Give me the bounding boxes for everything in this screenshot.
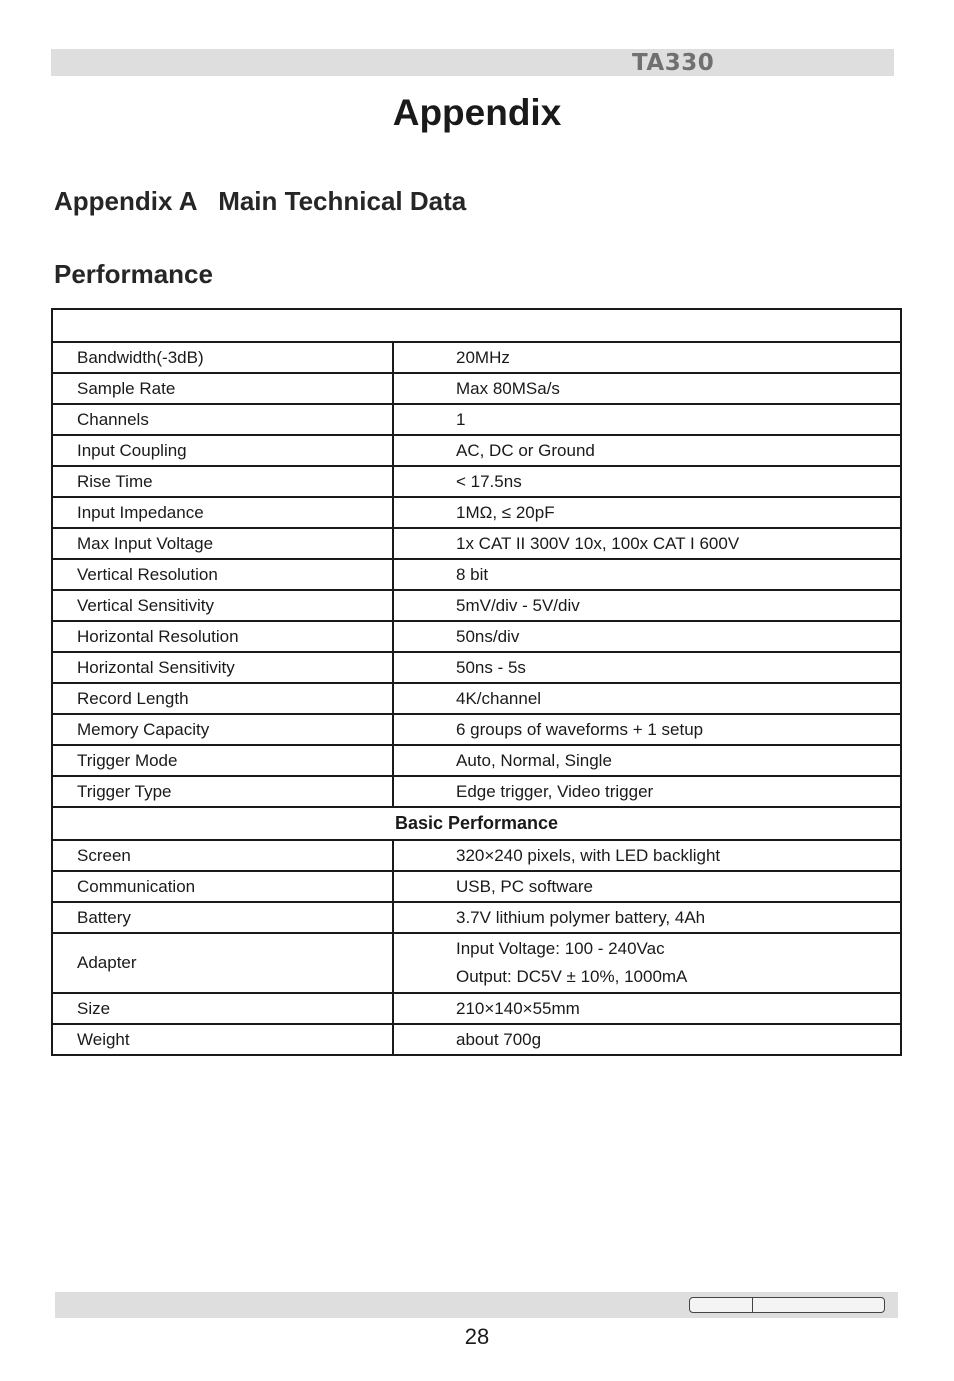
table-row	[52, 435, 901, 466]
value-cell: Edge trigger, Video trigger	[393, 776, 901, 807]
value-cell: 4K/channel	[393, 683, 901, 714]
basic-performance-title-row	[52, 807, 901, 840]
value-cell: USB, PC software	[393, 871, 901, 902]
param-cell: Communication	[52, 871, 393, 902]
performance-title-cell	[52, 309, 901, 342]
value-cell: Auto, Normal, Single	[393, 745, 901, 776]
param-cell: Rise Time	[52, 466, 393, 497]
param-cell: Weight	[52, 1024, 393, 1055]
section-heading: Appendix A Main Technical Data	[54, 186, 467, 216]
value-cell: 8 bit	[393, 559, 901, 590]
value-cell: 210×140×55mm	[393, 993, 901, 1024]
footer-tab-shape	[689, 1297, 885, 1313]
table-row	[52, 1024, 901, 1055]
value-cell: 50ns/div	[393, 621, 901, 652]
table-row	[52, 745, 901, 776]
table-row	[52, 714, 901, 745]
param-cell: Vertical Sensitivity	[52, 590, 393, 621]
table-row	[52, 652, 901, 683]
adapter-input-voltage: Input Voltage: 100 - 240Vac	[456, 939, 665, 958]
param-cell: Adapter	[52, 933, 393, 993]
value-cell: 3.7V lithium polymer battery, 4Ah	[393, 902, 901, 933]
table-row	[52, 683, 901, 714]
table-row	[52, 993, 901, 1024]
table-row	[52, 497, 901, 528]
param-cell: Horizontal Resolution	[52, 621, 393, 652]
value-cell	[393, 933, 901, 993]
table-row	[52, 933, 901, 993]
param-cell: Memory Capacity	[52, 714, 393, 745]
value-cell: 5mV/div - 5V/div	[393, 590, 901, 621]
param-cell: Bandwidth(-3dB)	[52, 342, 393, 373]
value-cell: Max 80MSa/s	[393, 373, 901, 404]
param-cell: Battery	[52, 902, 393, 933]
table-row	[52, 342, 901, 373]
value-cell: 1MΩ, ≤ 20pF	[393, 497, 901, 528]
param-cell: Trigger Mode	[52, 745, 393, 776]
table-row	[52, 590, 901, 621]
param-cell: Sample Rate	[52, 373, 393, 404]
table-row	[52, 902, 901, 933]
table-row	[52, 776, 901, 807]
param-cell: Screen	[52, 840, 393, 871]
param-cell: Vertical Resolution	[52, 559, 393, 590]
model-logo: TA330	[632, 50, 715, 76]
param-cell: Record Length	[52, 683, 393, 714]
spec-table	[51, 308, 902, 1056]
table-row	[52, 621, 901, 652]
table-row	[52, 373, 901, 404]
subsection-heading: Performance	[54, 259, 213, 289]
value-cell: 6 groups of waveforms + 1 setup	[393, 714, 901, 745]
value-cell: 1x CAT II 300V 10x, 100x CAT I 600V	[393, 528, 901, 559]
value-cell: AC, DC or Ground	[393, 435, 901, 466]
value-cell: 50ns - 5s	[393, 652, 901, 683]
table-row	[52, 528, 901, 559]
value-cell: about 700g	[393, 1024, 901, 1055]
page-number: 28	[464, 1324, 490, 1349]
param-cell: Channels	[52, 404, 393, 435]
performance-title-row	[52, 309, 901, 342]
table-row	[52, 404, 901, 435]
value-cell: 320×240 pixels, with LED backlight	[393, 840, 901, 871]
value-cell: < 17.5ns	[393, 466, 901, 497]
table-row	[52, 466, 901, 497]
page-title: Appendix	[392, 92, 562, 133]
param-cell: Trigger Type	[52, 776, 393, 807]
param-cell: Horizontal Sensitivity	[52, 652, 393, 683]
param-cell: Max Input Voltage	[52, 528, 393, 559]
value-cell: 1	[393, 404, 901, 435]
footer-tab-divider	[752, 1298, 753, 1312]
param-cell: Input Coupling	[52, 435, 393, 466]
table-row	[52, 840, 901, 871]
header-bar	[51, 49, 894, 76]
table-row	[52, 871, 901, 902]
basic-performance-title: Basic Performance	[52, 807, 901, 840]
param-cell: Size	[52, 993, 393, 1024]
adapter-output: Output: DC5V ± 10%, 1000mA	[456, 967, 688, 986]
table-row	[52, 559, 901, 590]
param-cell: Input Impedance	[52, 497, 393, 528]
value-cell: 20MHz	[393, 342, 901, 373]
